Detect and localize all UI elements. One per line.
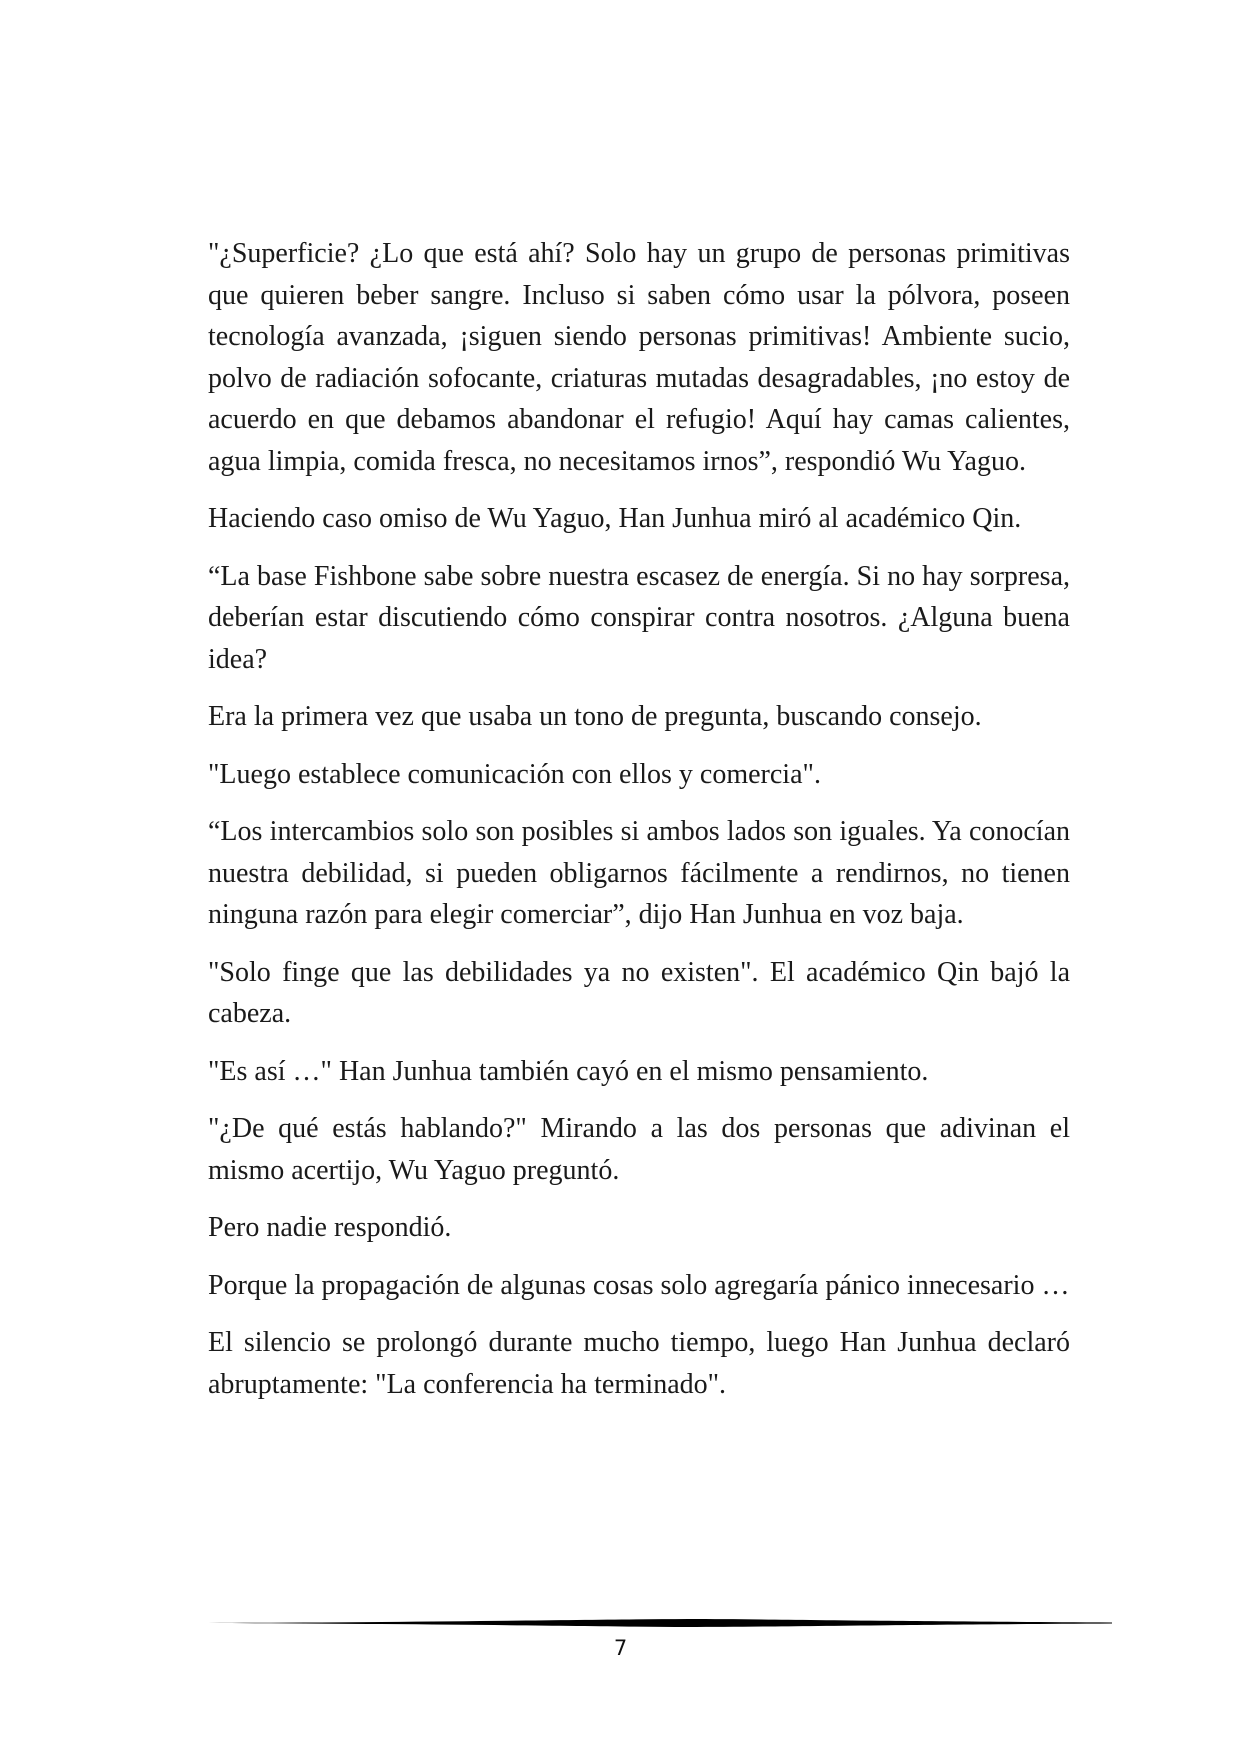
paragraph: Haciendo caso omiso de Wu Yaguo, Han Junhua miró al académico Qin. bbox=[208, 503, 1022, 534]
paragraph: Era la primera vez que usaba un tono de pregunta, buscando consejo. bbox=[208, 701, 982, 732]
paragraph: "Solo finge que las debilidades ya no existen". El académico Qin bajó la cabeza. bbox=[208, 956, 1070, 1029]
paragraph: "Luego establece comunicación con ellos y comercia". bbox=[208, 758, 821, 790]
paragraph: "¿De qué estás hablando?" Mirando a las dos personas que adivinan el mismo acertijo, Wu Yaguo preguntó. bbox=[208, 1113, 1070, 1186]
paragraph: El silencio se prolongó durante mucho tiempo, luego Han Junhua declaró abruptamente: "La conferencia ha terminado". bbox=[208, 1327, 1070, 1400]
page-body bbox=[208, 233, 1070, 1421]
paragraph: Porque la propagación de algunas cosas solo agregaría pánico innecesario … bbox=[208, 1269, 1070, 1301]
paragraph: "Es así …" Han Junhua también cayó en el mismo pensamiento. bbox=[208, 1055, 929, 1087]
paragraph: “La base Fishbone sabe sobre nuestra escasez de energía. Si no hay sorpresa, deberían estar discutiendo cómo conspirar contra nosotros. ¿Alguna buena idea? bbox=[208, 560, 1070, 675]
paragraph: "¿Superficie? ¿Lo que está ahí? Solo hay un grupo de personas primitivas que quieren beber sangre. Incluso si saben cómo usar la pólvora, poseen tecnología avanzada, ¡siguen siendo personas primitivas! Ambiente sucio, polvo de radiación sofocante, criaturas mutadas desagradables, ¡no estoy de acuerdo en que debamos abandonar el refugio! Aquí hay camas calientes, agua limpia, comida fresca, no necesitamos irnos”, respondió Wu Yaguo. bbox=[208, 238, 1070, 477]
page-number: 7 bbox=[613, 1636, 628, 1660]
paragraph: “Los intercambios solo son posibles si ambos lados son iguales. Ya conocían nuestra debilidad, si pueden obligarnos fácilmente a rendirnos, no tienen ninguna razón para elegir comerciar”, dijo Han Junhua en voz baja. bbox=[208, 816, 1070, 930]
footer-divider bbox=[208, 1616, 1112, 1630]
paragraph: Pero nadie respondió. bbox=[208, 1212, 452, 1243]
